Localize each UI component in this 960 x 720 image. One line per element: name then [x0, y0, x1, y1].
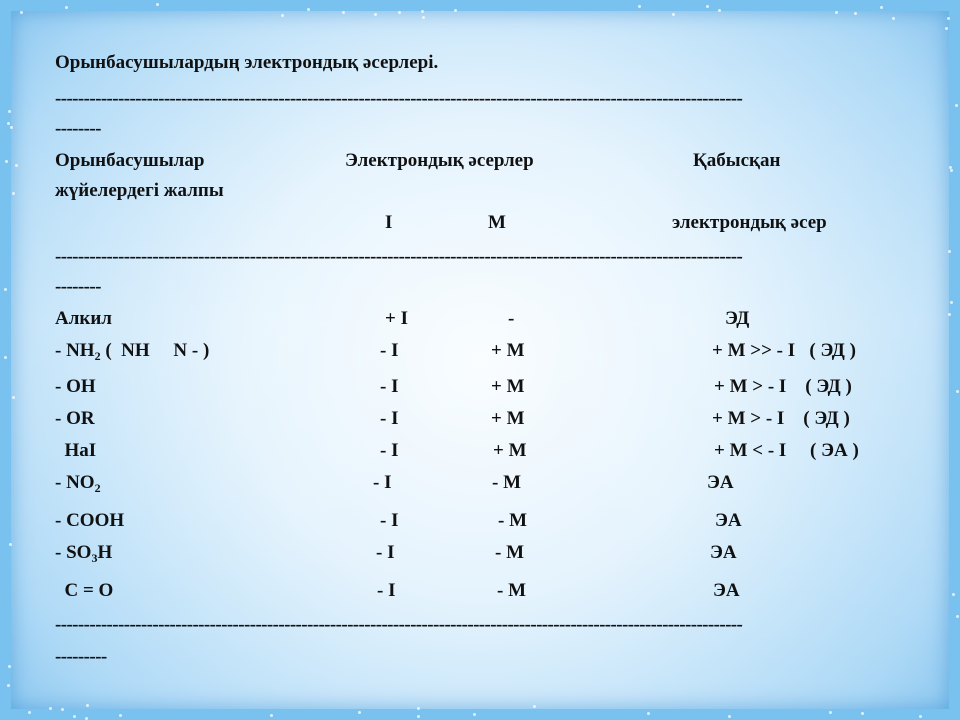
- sparkle-dot: [454, 9, 457, 12]
- sparkle-dot: [647, 712, 650, 715]
- row-or-total: + M > - I ( ЭД ): [712, 408, 850, 429]
- sparkle-dot: [358, 711, 361, 714]
- sparkle-dot: [950, 169, 953, 172]
- sparkle-dot: [829, 711, 832, 714]
- row-cooh-sub: - COOH: [55, 510, 125, 531]
- row-nh2-m: + M: [491, 340, 525, 361]
- row-oh-sub: - OH: [55, 376, 96, 397]
- sparkle-dot: [952, 593, 955, 596]
- row-so3h-m: - M: [495, 542, 525, 563]
- sparkle-dot: [65, 6, 68, 9]
- sparkle-dot: [10, 126, 13, 129]
- sparkle-dot: [342, 11, 345, 14]
- sparkle-dot: [956, 390, 959, 393]
- row-or-m: + M: [491, 408, 525, 429]
- row-or-i: - I: [380, 408, 399, 429]
- sparkle-dot: [86, 704, 89, 707]
- sparkle-dot: [417, 715, 420, 718]
- row-nh2-sub: - $NH_2$ ( NH N - ): [55, 340, 210, 363]
- separator-1: ------------------------------------------------------------------------------------------------------------------------: [55, 88, 743, 109]
- row-no2-i: - I: [373, 472, 392, 493]
- sparkle-dot: [892, 17, 895, 20]
- sparkle-dot: [7, 684, 10, 687]
- row-or-sub: - OR: [55, 408, 95, 429]
- header-conjugated: Қабысқан: [693, 150, 781, 171]
- row-hal-sub: HaI: [55, 440, 97, 461]
- row-co-i: - I: [377, 580, 396, 601]
- sparkle-dot: [8, 110, 11, 113]
- separator-2-tail: --------: [55, 276, 101, 297]
- row-hal-i: - I: [380, 440, 399, 461]
- slide-title: Орынбасушылардың электрондық әсерлері.: [55, 52, 439, 73]
- row-alkyl-m: -: [508, 308, 515, 329]
- sparkle-dot: [7, 122, 10, 125]
- row-hal-m: + M: [493, 440, 527, 461]
- row-so3h-i: - I: [376, 542, 395, 563]
- sparkle-dot: [20, 11, 23, 14]
- row-cooh-m: - M: [498, 510, 528, 531]
- header-m: M: [488, 212, 506, 233]
- row-co-sub: C = O: [55, 580, 114, 601]
- sparkle-dot: [5, 160, 8, 163]
- row-oh-m: + M: [491, 376, 525, 397]
- row-alkyl-i: + I: [385, 308, 408, 329]
- sparkle-dot: [85, 717, 88, 720]
- sparkle-dot: [533, 705, 536, 708]
- row-co-total: ЭА: [713, 580, 740, 601]
- row-nh2-total: + M >> - I ( ЭД ): [712, 340, 856, 361]
- header-electronic-effects: Электрондық әсерлер: [345, 150, 534, 171]
- sparkle-dot: [955, 104, 958, 107]
- sparkle-dot: [61, 708, 64, 711]
- row-oh-total: + M > - I ( ЭД ): [714, 376, 852, 397]
- separator-2: ------------------------------------------------------------------------------------------------------------------------: [55, 246, 743, 267]
- sparkle-dot: [374, 13, 377, 16]
- row-cooh-total: ЭА: [715, 510, 742, 531]
- row-so3h-sub: - $SO_3H$: [55, 542, 113, 565]
- separator-3: ------------------------------------------------------------------------------------------------------------------------: [55, 614, 743, 635]
- sparkle-dot: [119, 714, 122, 717]
- header-systems-overall: жүйелердегі жалпы: [55, 180, 224, 201]
- row-so3h-total: ЭА: [710, 542, 737, 563]
- sparkle-dot: [9, 543, 12, 546]
- row-no2-total: ЭА: [707, 472, 734, 493]
- sparkle-dot: [473, 713, 476, 716]
- sparkle-dot: [706, 5, 709, 8]
- header-i: I: [385, 212, 393, 233]
- separator-3-tail: ---------: [55, 646, 107, 667]
- header-substituents: Орынбасушылар: [55, 150, 205, 171]
- row-alkyl-total: ЭД: [725, 308, 750, 329]
- header-electronic-effect: электрондық әсер: [672, 212, 827, 233]
- row-hal-total: + M < - I ( ЭА ): [714, 440, 859, 461]
- row-cooh-i: - I: [380, 510, 399, 531]
- row-no2-sub: - $NO_2$: [55, 472, 101, 495]
- row-no2-m: - M: [492, 472, 522, 493]
- row-alkyl-sub: Алкил: [55, 308, 112, 329]
- row-oh-i: - I: [380, 376, 399, 397]
- sparkle-dot: [672, 13, 675, 16]
- separator-1-tail: --------: [55, 118, 101, 139]
- row-nh2-i: - I: [380, 340, 399, 361]
- sparkle-dot: [12, 192, 15, 195]
- sparkle-dot: [8, 665, 11, 668]
- row-co-m: - M: [497, 580, 527, 601]
